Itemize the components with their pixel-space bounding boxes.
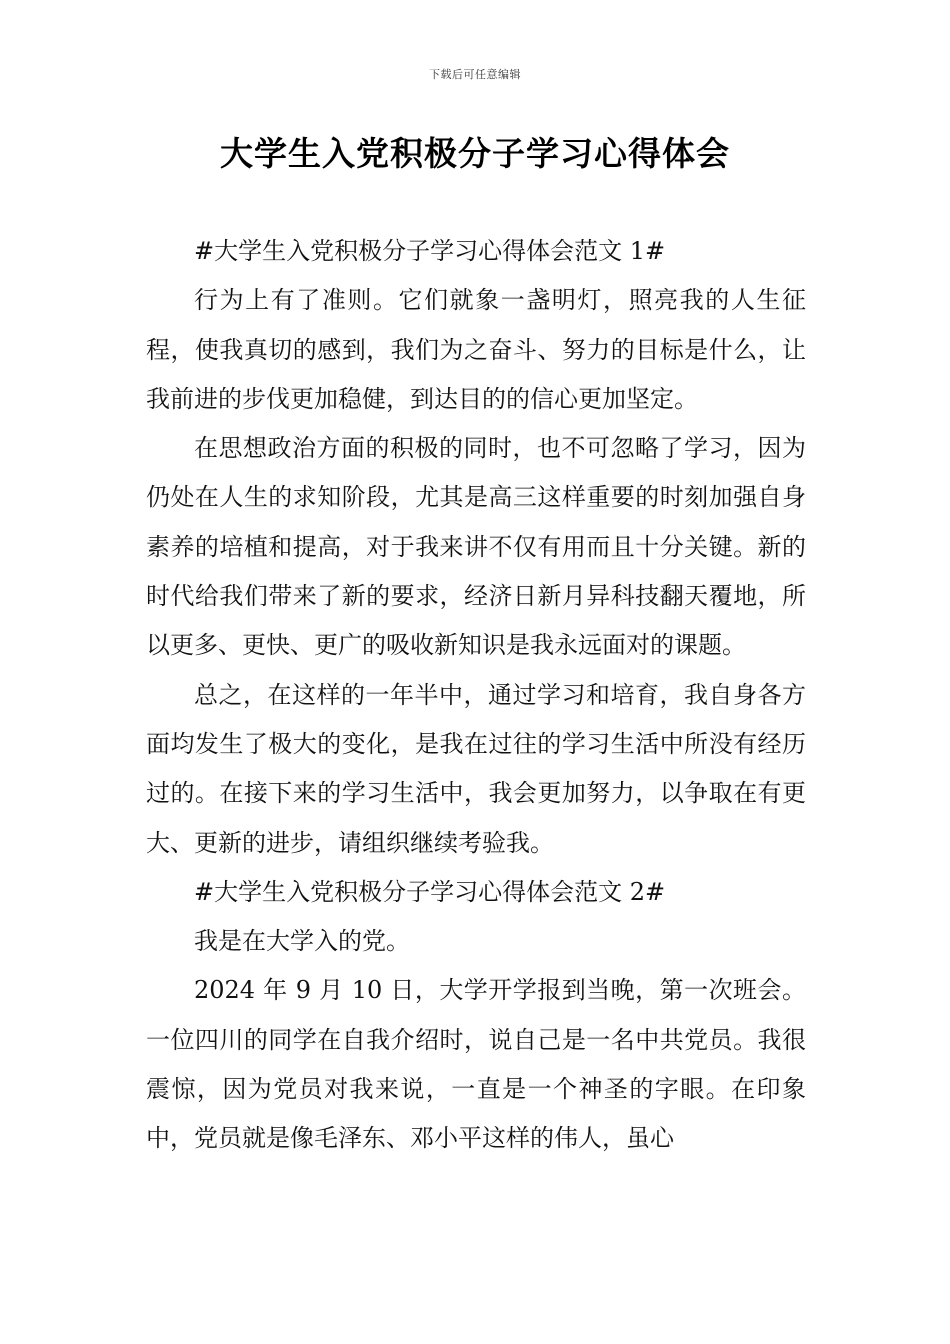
document-body (146, 227, 806, 1164)
paragraph: 行为上有了准则。它们就象一盏明灯，照亮我的人生征程，使我真切的感到，我们为之奋斗、努力的目标是什么，让我前进的步伐更加稳健，到达目的的信心更加坚定。 (146, 286, 806, 413)
paragraph: 2024 年 9 月 10 日，大学开学报到当晚，第一次班会。一位四川的同学在自我介绍时，说自己是一名中共党员。我很震惊，因为党员对我来说，一直是一个神圣的字眼。在印象中，党员就是像毛泽东、邓小平这样的伟人，虽心 (146, 976, 806, 1153)
paragraph: 我是在大学入的党。 (194, 927, 410, 956)
section-heading-2: #大学生入党积极分子学习心得体会范文 2# (194, 877, 666, 906)
header-note: 下载后可任意编辑 (429, 68, 521, 81)
paragraph: 在思想政治方面的积极的同时，也不可忽略了学习，因为仍处在人生的求知阶段，尤其是高三这样重要的时刻加强自身素养的培植和提高，对于我来讲不仅有用而且十分关键。新的时代给我们带来了新的要求，经济日新月异科技翻天覆地，所以更多、更快、更广的吸收新知识是我永远面对的课题。 (146, 434, 806, 660)
section-heading-1: #大学生入党积极分子学习心得体会范文 1# (194, 237, 666, 265)
document-title: 大学生入党积极分子学习心得体会 (220, 134, 730, 173)
paragraph: 总之，在这样的一年半中，通过学习和培育，我自身各方面均发生了极大的变化，是我在过往的学习生活中所没有经历过的。在接下来的学习生活中，我会更加努力，以争取在有更大、更新的进步，请组织继续考验我。 (146, 680, 806, 857)
